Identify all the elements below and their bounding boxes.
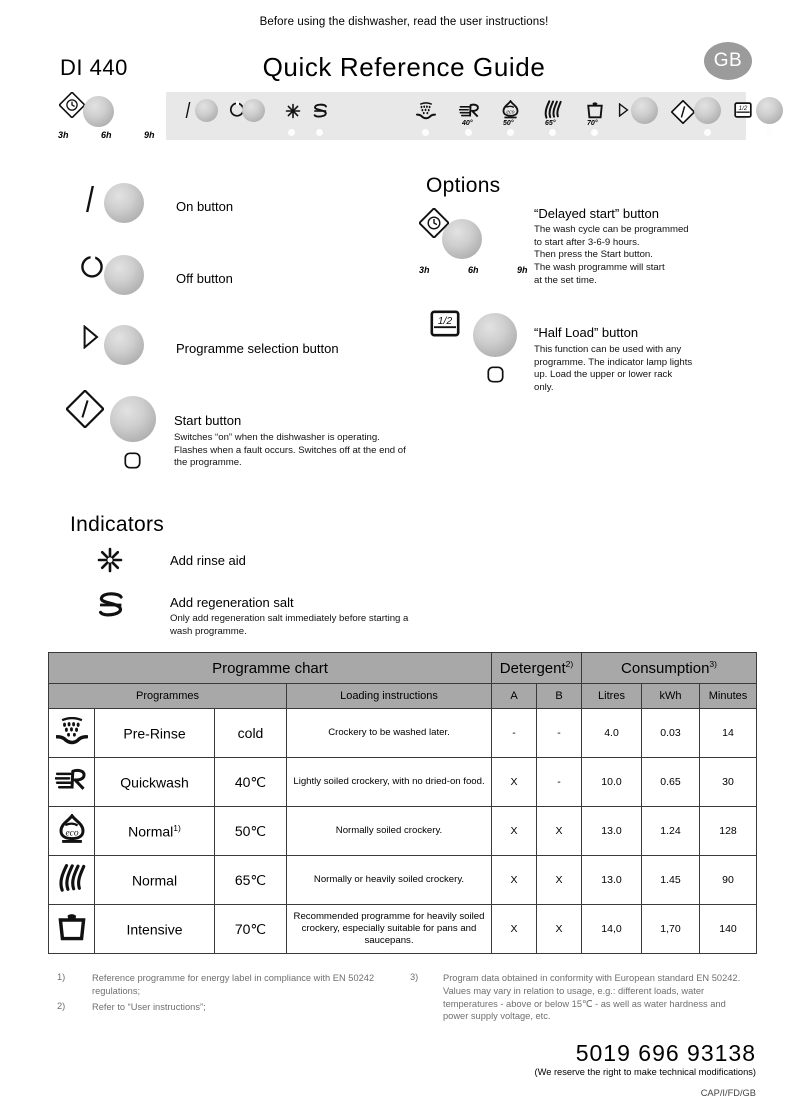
delayed-start-mark-9h: 9h: [517, 265, 528, 275]
normal50-kwh: 1.24: [642, 807, 700, 856]
panel-programme-select-knob[interactable]: [631, 97, 658, 124]
quickwash-litres: 10.0: [582, 758, 642, 807]
panel-intensive-lamp: [591, 129, 598, 136]
on-button-icon: [84, 185, 98, 218]
footnote-1-text: Reference programme for energy label in compliance with EN 50242 regulations;: [92, 973, 375, 996]
delayed-start-option-knob[interactable]: [442, 219, 482, 259]
programme-selection-button-label: Programme selection button: [176, 341, 339, 356]
off-button-knob[interactable]: [104, 255, 144, 295]
half-load-desc-line-1: This function can be used with any: [534, 344, 682, 355]
reserve-rights-note: (We reserve the right to make technical modifications): [534, 1067, 756, 1077]
panel-rinse-aid-icon: [285, 103, 301, 124]
normal50-detergent-b: X: [537, 807, 582, 856]
normal65-litres: 13.0: [582, 856, 642, 905]
detergent-header-text: Detergent: [499, 660, 566, 677]
pre-rinse-kwh: 0.03: [642, 709, 700, 758]
table-row: [49, 758, 757, 807]
column-header-minutes: Minutes: [700, 684, 757, 709]
pre-rinse-loading: Crockery to be washed later.: [287, 709, 492, 758]
consumption-header: [582, 653, 757, 684]
start-button-icon: [66, 390, 104, 433]
normal50-detergent-a: X: [492, 807, 537, 856]
pre-rinse-temp: cold: [215, 709, 287, 758]
intensive-loading: Recommended programme for heavily soiled crockery, especially suitable for pans and saucepans.: [287, 905, 492, 954]
svg-text:eco: eco: [64, 827, 79, 838]
panel-delayed-start-knob[interactable]: [83, 96, 114, 127]
model-number: DI 440: [60, 55, 128, 80]
footnote-2-number: 2): [57, 1001, 66, 1011]
panel-temp-50: 50°: [503, 120, 514, 127]
half-load-option-label: “Half Load” button: [534, 325, 639, 340]
panel-pre-rinse-lamp: [422, 129, 429, 136]
panel-off-knob[interactable]: [242, 99, 265, 122]
start-button-knob[interactable]: [110, 396, 156, 442]
normal65-kwh: 1.45: [642, 856, 700, 905]
half-load-lamp-icon: [487, 366, 504, 388]
normal50-name: [95, 807, 215, 856]
panel-half-load-knob[interactable]: [756, 97, 783, 124]
salt-indicator-label: Add regeneration salt: [170, 595, 294, 610]
normal50-temp: 50℃: [215, 807, 287, 856]
panel-delayed-start-icon: [59, 92, 85, 123]
panel-pre-rinse-icon: [416, 102, 436, 125]
footnote-3-number: 3): [410, 972, 419, 982]
panel-delay-mark-3h: 3h: [58, 130, 69, 140]
pre-rinse-minutes: 14: [700, 709, 757, 758]
intensive-detergent-b: X: [537, 905, 582, 954]
panel-half-load-icon: [734, 102, 752, 123]
control-panel-diagram: [0, 92, 808, 150]
table-column-header-row: [49, 684, 757, 709]
panel-eco-lamp: [507, 129, 514, 136]
panel-strip-background: [166, 92, 746, 140]
start-button-label: Start button: [174, 413, 242, 428]
delayed-start-desc-line-1: The wash cycle can be programmed: [534, 224, 689, 235]
off-button-icon: [80, 253, 104, 284]
panel-normal65-lamp: [549, 129, 556, 136]
delayed-start-desc-line-2: to start after 3-6-9 hours.: [534, 236, 640, 248]
eco-row-icon: [49, 807, 95, 856]
quickwash-detergent-b: -: [537, 758, 582, 807]
svg-text:eco: eco: [506, 109, 515, 116]
quickwash-row-icon: [49, 758, 95, 807]
delayed-start-desc-line-3: Then press the Start button.: [534, 249, 653, 261]
normal50-litres: 13.0: [582, 807, 642, 856]
options-section-title: Options: [426, 174, 501, 197]
normal65-loading: Normally or heavily soiled crockery.: [287, 856, 492, 905]
panel-quickwash-lamp: [465, 129, 472, 136]
quickwash-kwh: 0.65: [642, 758, 700, 807]
pre-rinse-detergent-a: -: [492, 709, 537, 758]
delayed-start-option-label: “Delayed start” button: [534, 206, 660, 221]
half-load-desc-line-2: programme. The indicator lamp lights: [534, 356, 693, 368]
svg-text:1/2: 1/2: [738, 105, 748, 113]
panel-salt-icon: [312, 103, 329, 124]
half-load-option-knob[interactable]: [473, 313, 517, 357]
panel-temp-70: 70°: [587, 120, 598, 127]
quickwash-name: [95, 758, 215, 807]
column-header-kwh: kWh: [642, 684, 700, 709]
page-title: Quick Reference Guide: [262, 52, 546, 82]
normal65-temp: 65℃: [215, 856, 287, 905]
table-row: [49, 905, 757, 954]
pre-rinse-litres: 4.0: [582, 709, 642, 758]
normal50-name-text: Normal: [128, 823, 174, 840]
on-button-label: On button: [176, 199, 234, 214]
column-header-litres: Litres: [582, 684, 642, 709]
detergent-header-sup: 2): [565, 659, 574, 669]
intensive-temp: 70℃: [215, 905, 287, 954]
normal65-name-text: Normal: [131, 872, 178, 889]
programme-selection-button-icon: [82, 325, 100, 354]
panel-delay-mark-6h: 6h: [101, 130, 112, 140]
rinse-aid-indicator-label: Add rinse aid: [170, 553, 246, 568]
column-header-loading-instructions: Loading instructions: [287, 684, 492, 709]
pre-rinse-name-text: Pre-Rinse: [123, 725, 186, 742]
salt-indicator-description: Only add regeneration salt immediately before starting a wash programme.: [170, 613, 409, 637]
quickwash-detergent-a: X: [492, 758, 537, 807]
start-button-lamp-icon: [124, 452, 141, 474]
panel-rinse-aid-lamp: [288, 129, 295, 136]
programme-chart-table: [48, 652, 757, 954]
normal50-name-sup: 1): [173, 822, 181, 833]
pre-rinse-name: [95, 709, 215, 758]
pre-rinse-detergent-b: -: [537, 709, 582, 758]
table-row: [49, 709, 757, 758]
consumption-header-sup: 3): [709, 659, 717, 669]
panel-on-knob[interactable]: [195, 99, 218, 122]
normal50-loading: Normally soiled crockery.: [287, 807, 492, 856]
column-header-programmes: Programmes: [49, 684, 287, 709]
programme-chart-header: Programme chart: [49, 653, 492, 684]
intensive-minutes: 140: [700, 905, 757, 954]
quickwash-name-text: Quickwash: [120, 774, 189, 791]
delayed-start-mark-6h: 6h: [468, 265, 479, 275]
table-row: [49, 807, 757, 856]
delayed-start-desc-line-4: The wash programme will start: [534, 261, 665, 273]
half-load-desc-line-3: up. Load the upper or lower rack: [534, 369, 673, 381]
normal65-detergent-b: X: [537, 856, 582, 905]
column-header-detergent-a: A: [492, 684, 537, 709]
language-badge: GB: [704, 42, 752, 80]
panel-delay-mark-9h: 9h: [144, 130, 155, 140]
top-instruction-note: Before using the dishwasher, read the user instructions!: [259, 16, 549, 28]
panel-half-load-lamp: [766, 129, 773, 136]
quickwash-minutes: 30: [700, 758, 757, 807]
cap-code: CAP/I/FD/GB: [700, 1088, 756, 1098]
column-header-detergent-b: B: [537, 684, 582, 709]
normal65-minutes: 90: [700, 856, 757, 905]
delayed-start-mark-3h: 3h: [419, 265, 430, 275]
programme-selection-button-knob[interactable]: [104, 325, 144, 365]
start-button-description: Switches “on” when the dishwasher is operating. Flashes when a fault occurs. Switches off at the end of the programme.: [174, 432, 406, 469]
delayed-start-desc-line-5: at the set time.: [534, 274, 597, 286]
panel-temp-65: 65°: [545, 120, 556, 127]
panel-start-knob[interactable]: [694, 97, 721, 124]
intensive-litres: 14,0: [582, 905, 642, 954]
intensive-name-text: Intensive: [126, 921, 183, 938]
table-row: [49, 856, 757, 905]
consumption-header-text: Consumption: [621, 660, 710, 677]
footnote-3-text: Program data obtained in conformity with European standard EN 50242. Values may vary in relation to usage, e.g.: different loads, water temperatures - above or below 15℃ - as well as water hardness and power supply voltage, etc.: [443, 973, 741, 1022]
off-button-label: Off button: [176, 271, 233, 286]
intensive-row-icon: [49, 905, 95, 954]
intensive-kwh: 1,70: [642, 905, 700, 954]
svg-text:1/2: 1/2: [437, 316, 453, 327]
normal50-minutes: 128: [700, 807, 757, 856]
indicators-section-title: Indicators: [70, 513, 165, 536]
on-button-knob[interactable]: [104, 183, 144, 223]
rinse-aid-indicator-icon: [96, 546, 124, 579]
detergent-header: [492, 653, 582, 684]
quickwash-temp: 40℃: [215, 758, 287, 807]
panel-start-lamp: [704, 129, 711, 136]
panel-on-icon: [184, 101, 193, 124]
quickwash-loading: Lightly soiled crockery, with no dried-on food.: [287, 758, 492, 807]
half-load-option-icon: [430, 310, 460, 342]
intensive-detergent-a: X: [492, 905, 537, 954]
panel-start-icon: [671, 100, 695, 129]
panel-temp-40: 40°: [462, 120, 473, 127]
normal65-name: [95, 856, 215, 905]
document-code: 5019 696 93138: [575, 1040, 756, 1066]
intensive-name: [95, 905, 215, 954]
delayed-start-option-description: [534, 224, 764, 287]
footnote-2-text: Refer to “User instructions”;: [92, 1002, 206, 1012]
half-load-option-description: [534, 344, 764, 395]
panel-programme-select-icon: [618, 103, 629, 122]
panel-salt-lamp: [316, 129, 323, 136]
pre-rinse-row-icon: [49, 709, 95, 758]
normal65-row-icon: [49, 856, 95, 905]
salt-indicator-icon: [96, 591, 126, 624]
table-group-header-row: [49, 653, 757, 684]
half-load-desc-line-4: only.: [534, 381, 554, 393]
footnote-1-number: 1): [57, 972, 66, 982]
normal65-detergent-a: X: [492, 856, 537, 905]
